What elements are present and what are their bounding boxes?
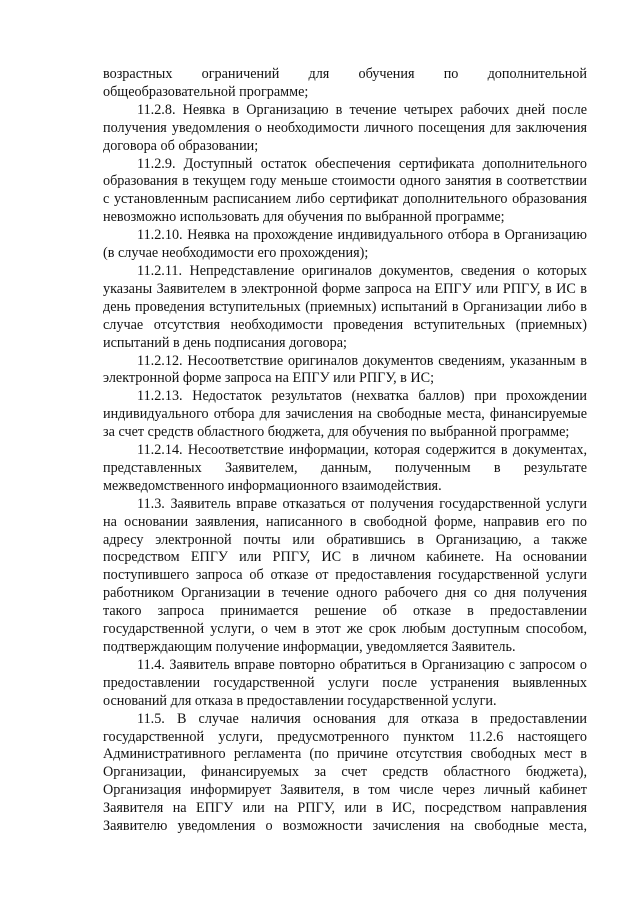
paragraph-11-2-12: 11.2.12. Несоответствие оригиналов документов сведениям, указанным в электронной форме запроса на ЕПГУ или РПГУ, в ИС;: [103, 352, 587, 387]
paragraph-11-2-9: 11.2.9. Доступный остаток обеспечения сертификата дополнительного образования в текущем году меньше стоимости одного занятия в соответствии с установленным расписанием либо сертификат дополнительного образования невозможно использовать для обучения по выбранной программе;: [103, 155, 587, 226]
paragraph-11-4: 11.4. Заявитель вправе повторно обратиться в Организацию с запросом о предоставлении государственной услуги после устранения выявленных оснований для отказа в предоставлении государственной услуги.: [103, 656, 587, 709]
paragraph-11-2-13: 11.2.13. Недостаток результатов (нехватка баллов) при прохождении индивидуального отбора для зачисления на свободные места, финансируемые за счет средств областного бюджета, для обучения по выбранной программе;: [103, 388, 587, 441]
paragraph-continuation: возрастных ограничений для обучения по дополнительной общеобразовательной программе;: [103, 66, 587, 100]
paragraph-11-2-14: 11.2.14. Несоответствие информации, которая содержится в документах, представленных Заявителем, данным, полученным в результате межведомственного информационного взаимодействия.: [103, 442, 587, 494]
paragraph-11-2-8: 11.2.8. Неявка в Организацию в течение четырех рабочих дней после получения уведомления о необходимости личного посещения для заключения договора об образовании;: [103, 101, 587, 154]
paragraph-11-2-11: 11.2.11. Непредставление оригиналов документов, сведения о которых указаны Заявителем в электронной форме запроса на ЕПГУ или РПГУ, в ИС в день проведения вступительных (приемных) испытаний в Организации либо в случае отсутствия необходимости проведения вступительных (приемных) испытаний в день подписания договора;: [103, 262, 587, 351]
paragraph-11-2-10: 11.2.10. Неявка на прохождение индивидуального отбора в Организацию (в случае необходимости его прохождения);: [103, 227, 587, 262]
paragraph-11-5: 11.5. В случае наличия основания для отказа в предоставлении государственной услуги, предусмотренного пунктом 11.2.6 настоящего Административного регламента (по причине отсутствия свободных мест в Организации, финансируемых за счет средств областного бюджета), Организация информирует Заявителя, в том числе через личный кабинет Заявителя на ЕПГУ или на РПГУ, или в ИС, посредством направления Заявителю уведомления о возможности зачисления на свободные места,: [103, 710, 587, 835]
document-body: [103, 66, 587, 836]
paragraph-11-3: 11.3. Заявитель вправе отказаться от получения государственной услуги на основании заявления, написанного в свободной форме, направив его по адресу электронной почты или обратившись в Организацию, а также посредством ЕПГУ или РПГУ, ИС в личном кабинете. На основании поступившего запроса об отказе от предоставления государственной услуги работником Организации в течение одного рабочего дня со дня получения такого запроса принимается решение об отказе в предоставлении государственной услуги, о чем в этот же срок любым доступным способом, подтверждающим получение информации, уведомляется Заявитель.: [103, 495, 587, 655]
